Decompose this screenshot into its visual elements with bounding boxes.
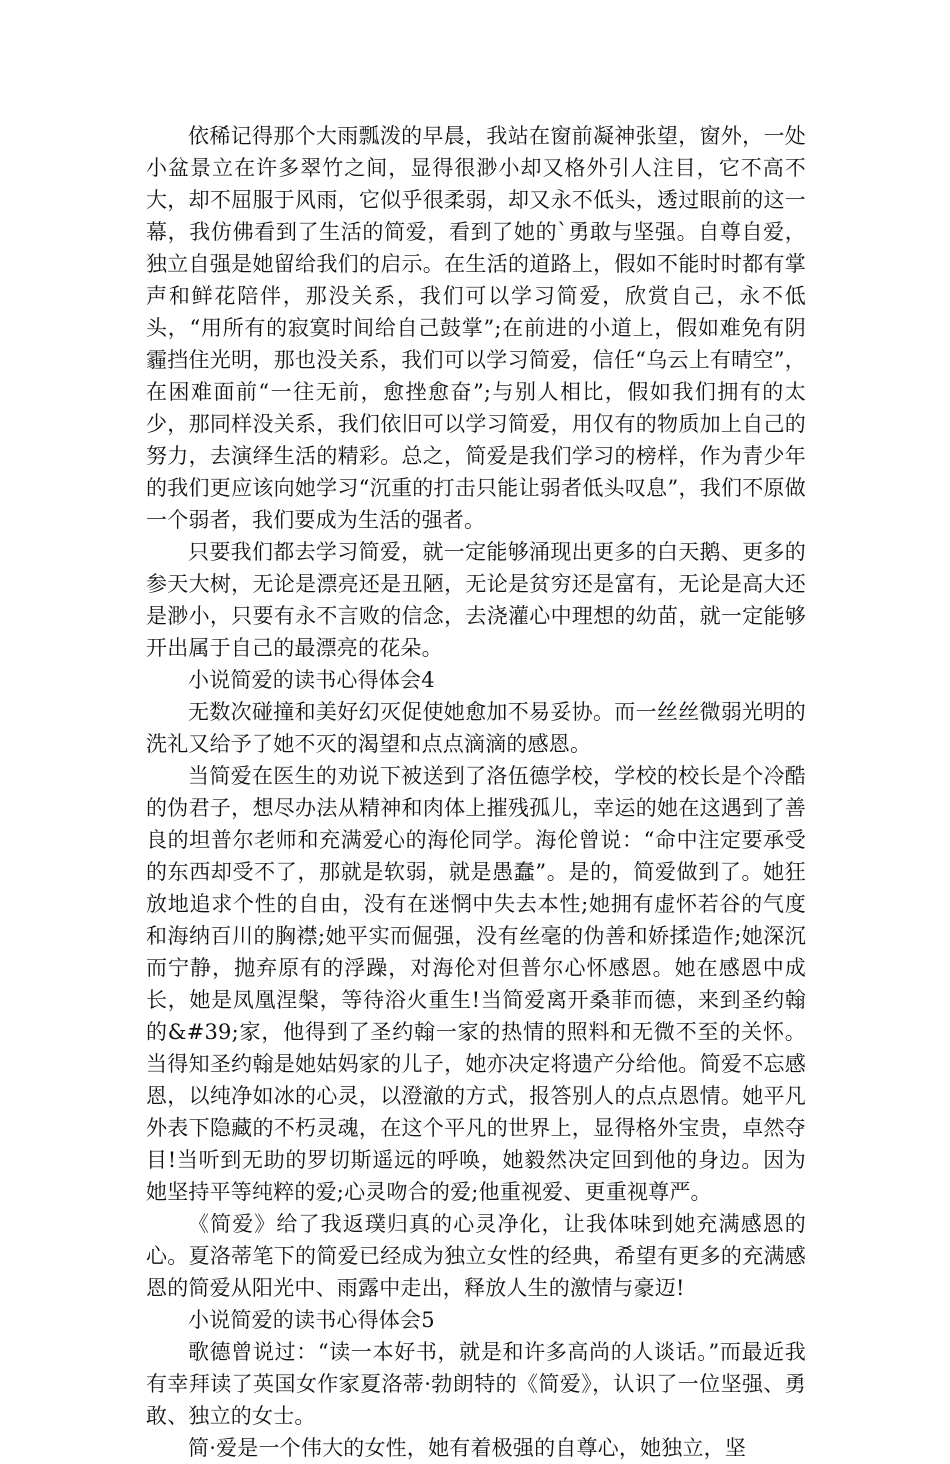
section-heading-4: 小说简爱的读书心得体会4 — [188, 668, 435, 692]
paragraph-4: 当简爱在医生的劝说下被送到了洛伍德学校，学校的校长是个冷酷的伪君子，想尽办法从精神和肉体上摧残孤儿，幸运的她在这遇到了善良的坦普尔老师和充满爱心的海伦同学。海伦曾说：“命中注定要承受的东西却受不了，那就是软弱，就是愚蠢”。是的，简爱做到了。她狂放地追求个性的自由，没有在迷惘中失去本性;她拥有虚怀若谷的气度和海纳百川的胸襟;她平实而倔强，没有丝毫的伪善和娇揉造作;她深沉而宁静，抛弃原有的浮躁，对海伦对但普尔心怀感恩。她在感恩中成长，她是凤凰涅槃，等待浴火重生!当简爱离开桑菲而德，来到圣约翰的&#39;家，他得到了圣约翰一家的热情的照料和无微不至的关怀。当得知圣约翰是她姑妈家的儿子，她亦决定将遗产分给他。简爱不忘感恩，以纯净如冰的心灵，以澄澈的方式，报答别人的点点恩情。她平凡外表下隐藏的不朽灵魂，在这个平凡的世界上，显得格外宝贵，卓然夺目!当听到无助的罗切斯遥远的呼唤，她毅然决定回到他的身边。因为她坚持平等纯粹的爱;心灵吻合的爱;他重视爱、更重视尊严。 — [146, 764, 806, 1204]
document-body — [146, 120, 806, 1464]
paragraph-7: 简·爱是一个伟大的女性，她有着极强的自尊心，她独立，坚 — [188, 1436, 747, 1460]
paragraph-3: 无数次碰撞和美好幻灭促使她愈加不易妥协。而一丝丝微弱光明的洗礼又给予了她不灭的渴望和点点滴滴的感恩。 — [146, 700, 806, 756]
section-heading-5: 小说简爱的读书心得体会5 — [188, 1308, 435, 1332]
paragraph-1: 依稀记得那个大雨瓢泼的早晨，我站在窗前凝神张望，窗外，一处小盆景立在许多翠竹之间，显得很渺小却又格外引人注目，它不高不大，却不屈服于风雨，它似乎很柔弱，却又永不低头，透过眼前的这一幕，我仿佛看到了生活的简爱，看到了她的`勇敢与坚强。自尊自爱，独立自强是她留给我们的启示。在生活的道路上，假如不能时时都有掌声和鲜花陪伴，那没关系，我们可以学习简爱，欣赏自己，永不低头，“用所有的寂寞时间给自己鼓掌”;在前进的小道上，假如难免有阴霾挡住光明，那也没关系，我们可以学习简爱，信任“乌云上有晴空”，在困难面前“一往无前，愈挫愈奋”;与别人相比，假如我们拥有的太少，那同样没关系，我们依旧可以学习简爱，用仅有的物质加上自己的努力，去演绎生活的精彩。总之，简爱是我们学习的榜样，作为青少年的我们更应该向她学习“沉重的打击只能让弱者低头叹息”，我们不原做一个弱者，我们要成为生活的强者。 — [146, 124, 806, 532]
paragraph-5: 《简爱》给了我返璞归真的心灵净化，让我体味到她充满感恩的心。夏洛蒂笔下的简爱已经成为独立女性的经典，希望有更多的充满感恩的简爱从阳光中、雨露中走出，释放人生的激情与豪迈! — [146, 1212, 806, 1300]
paragraph-6: 歌德曾说过：“读一本好书，就是和许多高尚的人谈话。”而最近我有幸拜读了英国女作家夏洛蒂·勃朗特的《简爱》，认识了一位坚强、勇敢、独立的女士。 — [146, 1340, 806, 1428]
paragraph-2: 只要我们都去学习简爱，就一定能够涌现出更多的白天鹅、更多的参天大树，无论是漂亮还是丑陋，无论是贫穷还是富有，无论是高大还是渺小，只要有永不言败的信念，去浇灌心中理想的幼苗，就一定能够开出属于自己的最漂亮的花朵。 — [146, 540, 806, 660]
